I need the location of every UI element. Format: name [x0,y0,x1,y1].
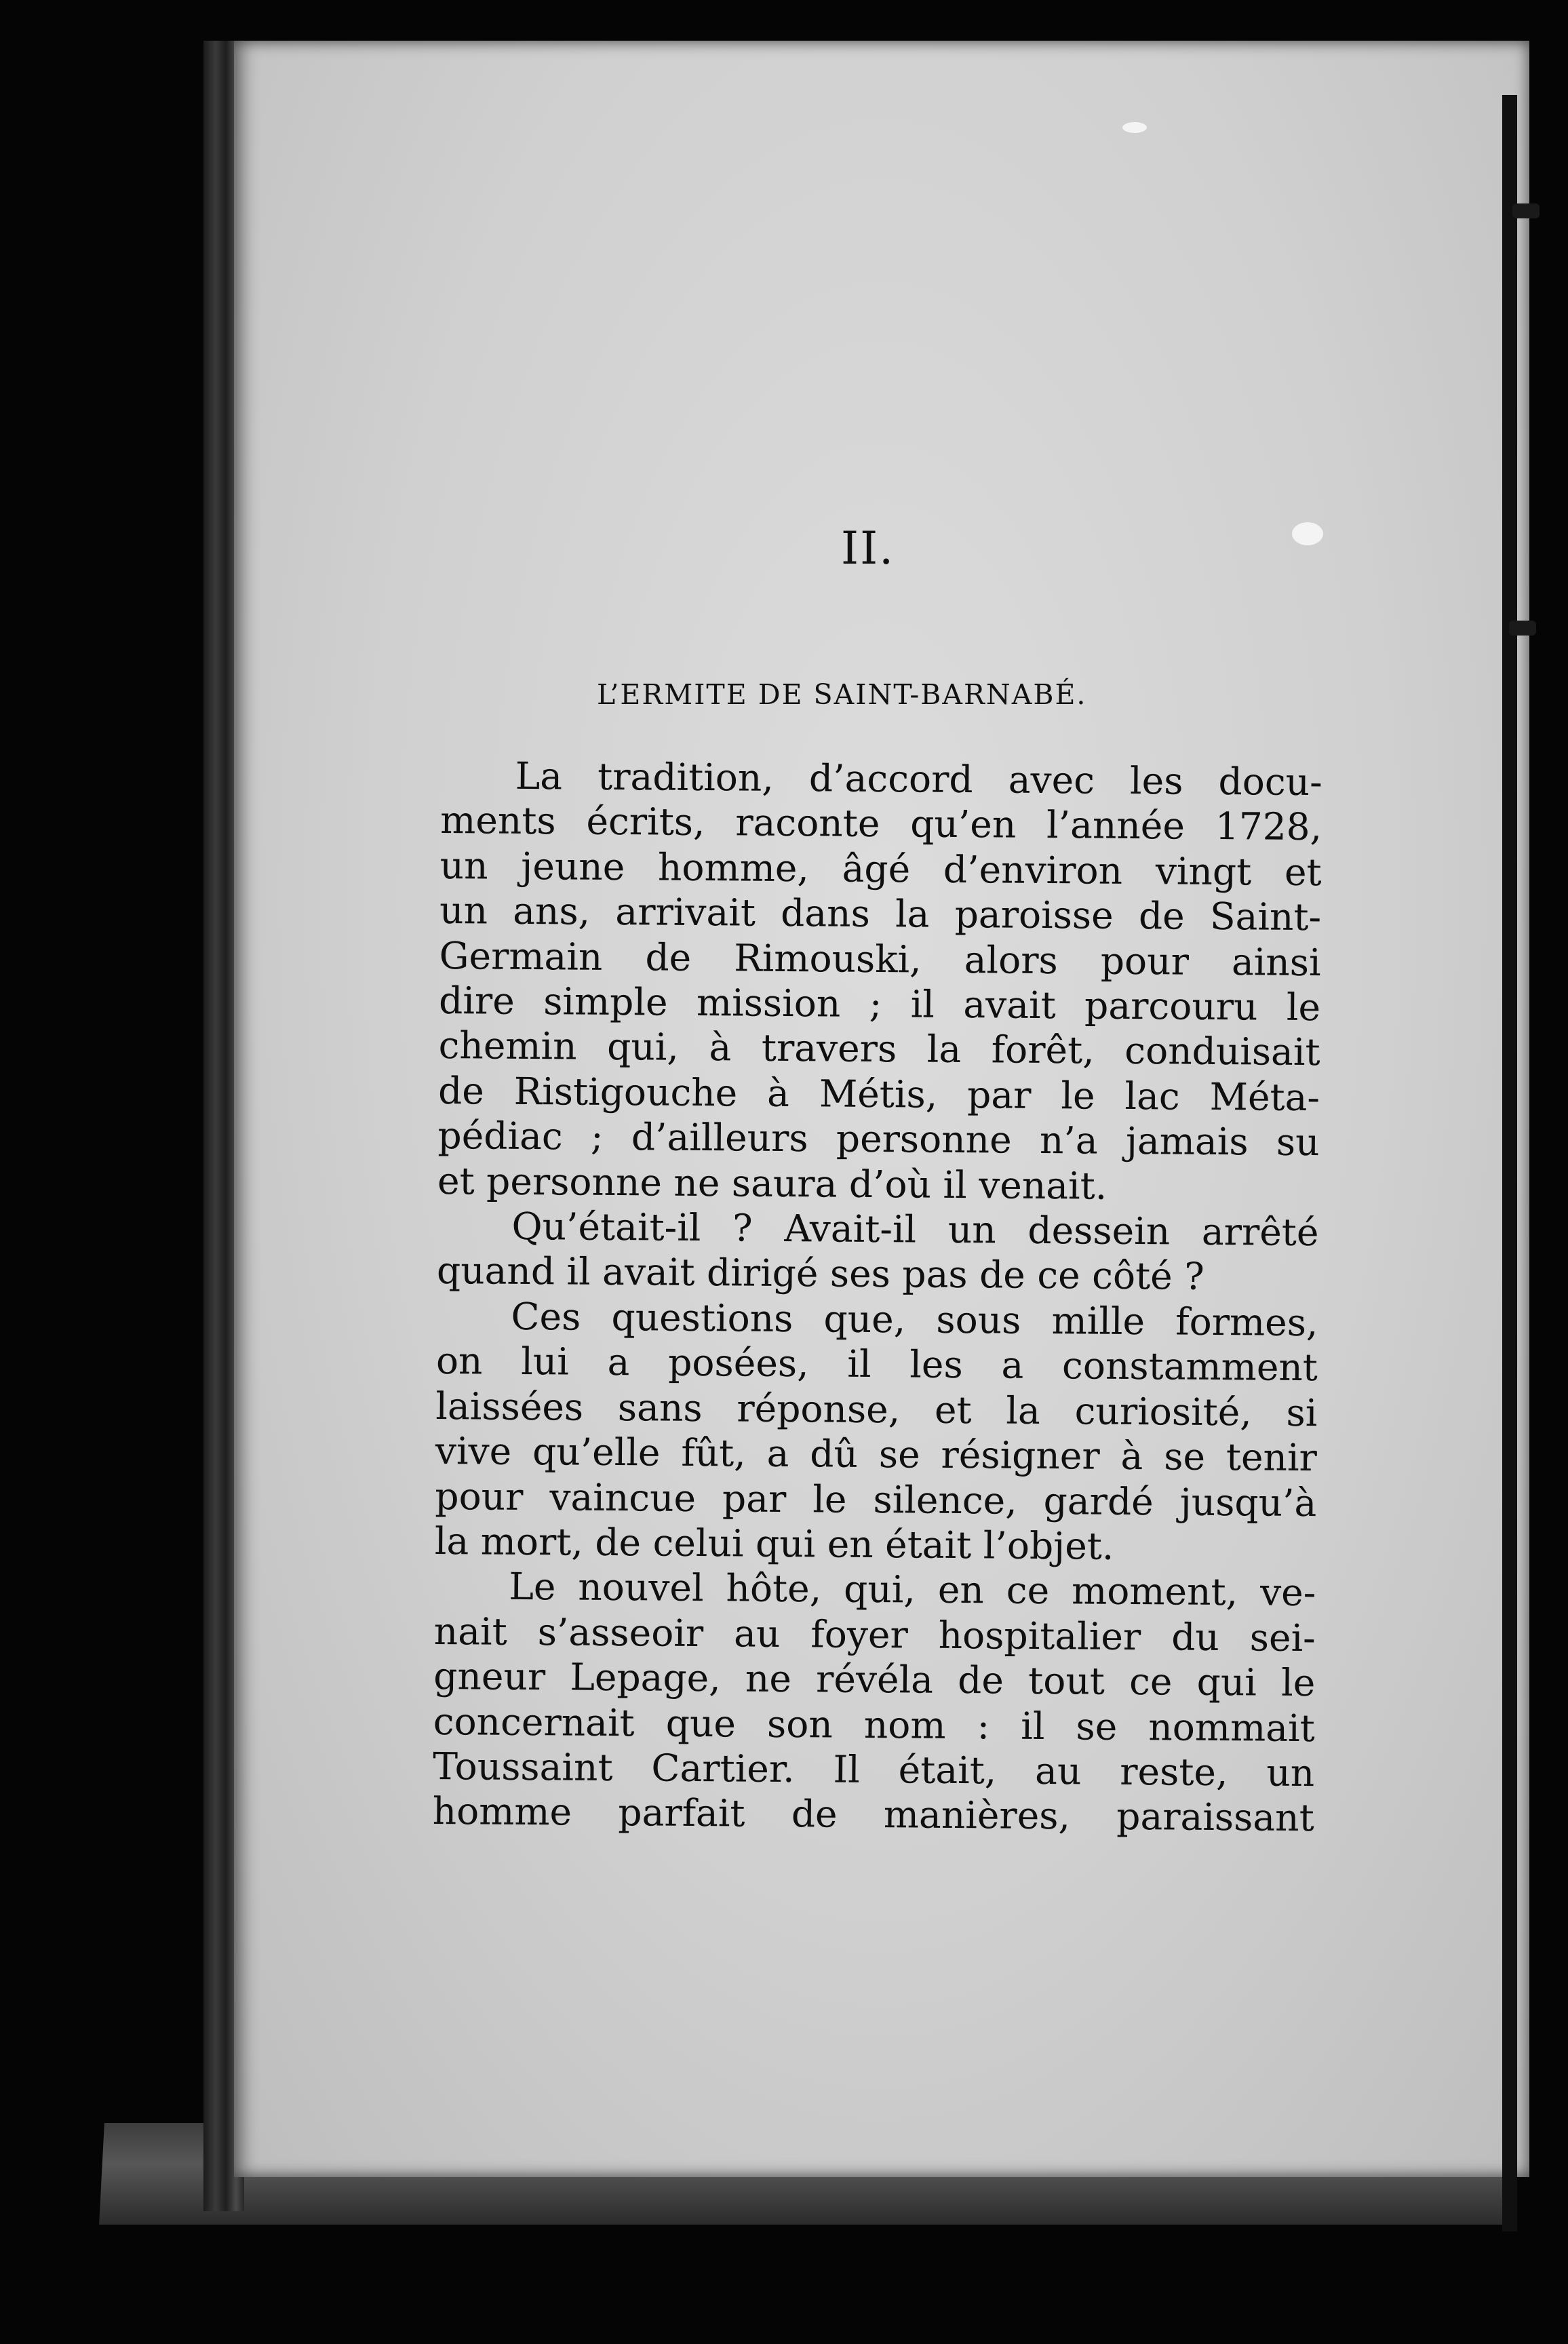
dust-speck [1292,522,1323,545]
dust-speck [1122,122,1147,133]
text-line: ments écrits, raconte qu’en l’année 1728, [439,798,1322,849]
text-line: Germain de Rimouski, alors pour ainsi [439,933,1321,984]
edge-mark [1512,203,1540,218]
text-line: et personne ne saura d’où il venait. [437,1158,1108,1208]
text-line: concernait que son nom : il se nommait [433,1699,1315,1750]
text-line: de Ristigouche à Métis, par le lac Méta- [437,1068,1320,1120]
text-line: pour vaincue par le silence, gardé jusqu’à [435,1474,1317,1525]
text-line: vive qu’elle fût, a dû se résigner à se tenir [435,1429,1318,1480]
text-line: on lui a posées, il les a constamment [435,1339,1318,1390]
text-line: chemin qui, à travers la forêt, conduisait [438,1023,1320,1074]
text-line: dire simple mission ; il avait parcouru le [438,979,1321,1030]
text-line: homme parfait de manières, paraissant [432,1789,1314,1840]
chapter-title: L’ERMITE DE SAINT-BARNABÉ. [597,678,1087,711]
text-line: La tradition, d’accord avec les docu- [515,754,1322,804]
edge-mark [1509,621,1536,636]
text-line: pédiac ; d’ailleurs personne n’a jamais su [437,1114,1320,1165]
right-page-edge [1502,95,1517,2231]
text-line: Toussaint Cartier. Il était, au reste, un [433,1744,1315,1795]
text-line: Ces questions que, sous mille formes, [511,1294,1318,1345]
text-line: Qu’était-il ? Avait-il un dessein arrêté [511,1204,1319,1255]
text-line: un jeune homme, âgé d’environ vingt et [439,843,1322,895]
text-line: laissées sans réponse, et la curiosité, si [435,1384,1318,1434]
text-line: quand il avait dirigé ses pas de ce côté ? [436,1249,1204,1299]
text-line: la mort, de celui qui en était l’objet. [434,1519,1114,1568]
text-line: un ans, arrivait dans la paroisse de Saint- [439,888,1322,939]
chapter-number: II. [841,522,895,574]
text-line: gneur Lepage, ne révéla de tout ce qui le [433,1654,1316,1705]
text-line: Le nouvel hôte, qui, en ce moment, ve- [509,1565,1316,1615]
body-text [432,753,1322,1841]
text-line: nait s’asseoir au foyer hospitalier du sei- [433,1609,1316,1660]
